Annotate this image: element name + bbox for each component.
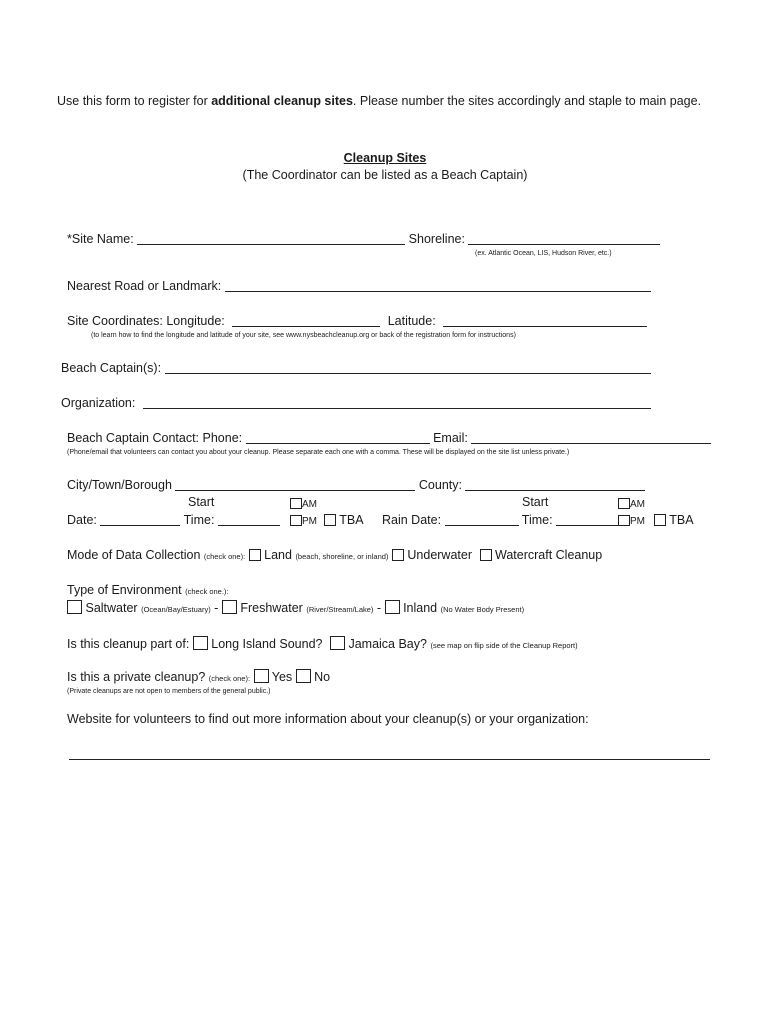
freshwater-label: Freshwater: [240, 601, 303, 615]
county-label: County:: [418, 478, 462, 492]
saltwater-checkbox[interactable]: [67, 600, 82, 614]
land-hint: (beach, shoreline, or inland): [295, 552, 389, 561]
freshwater-hint: (River/Stream/Lake): [306, 605, 374, 614]
date-field[interactable]: [100, 513, 180, 526]
inland-hint: (No Water Body Present): [440, 605, 525, 614]
shoreline-hint: (ex. Atlantic Ocean, LIS, Hudson River, etc.): [475, 250, 612, 257]
part-of-label: Is this cleanup part of:: [67, 637, 190, 651]
coordinates-row: [67, 314, 647, 328]
longitude-label: Site Coordinates: Longitude:: [67, 314, 225, 328]
am-checkbox[interactable]: [290, 498, 302, 509]
rain-start-label: Start: [522, 495, 549, 509]
land-label: Land: [264, 548, 292, 562]
inland-checkbox[interactable]: [385, 600, 400, 614]
contact-phone-field[interactable]: [246, 431, 430, 444]
beach-captain-field[interactable]: [165, 361, 651, 374]
intro-bold: additional cleanup sites: [211, 94, 353, 108]
part-of-hint: (see map on flip side of the Cleanup Report): [430, 641, 578, 650]
rain-date-label: Rain Date:: [382, 513, 442, 527]
env-separator-2: -: [376, 601, 382, 615]
rain-time-field[interactable]: [556, 513, 618, 526]
private-yes-label: Yes: [271, 670, 293, 684]
am-label: AM: [302, 499, 317, 510]
rain-tba-option[interactable]: [654, 513, 694, 527]
start-label: Start: [188, 495, 215, 509]
section-title: Cleanup Sites: [343, 151, 427, 165]
site-name-label: *Site Name:: [67, 232, 134, 246]
site-name-field[interactable]: [137, 232, 405, 245]
road-label: Nearest Road or Landmark:: [67, 279, 222, 293]
tba-checkbox[interactable]: [324, 514, 336, 526]
rain-tba-label: TBA: [669, 513, 694, 527]
environment-label: Type of Environment: [67, 583, 182, 597]
city-field[interactable]: [175, 478, 415, 491]
pm-label: PM: [302, 516, 317, 527]
intro-after: . Please number the sites accordingly and staple to main page.: [352, 94, 702, 108]
rain-am-label: AM: [630, 499, 645, 510]
beach-captain-row: [61, 361, 651, 375]
rain-tba-checkbox[interactable]: [654, 514, 666, 526]
latitude-field[interactable]: [443, 314, 647, 327]
pm-option[interactable]: [290, 513, 317, 527]
organization-label: Organization:: [61, 396, 136, 410]
contact-phone-label: Beach Captain Contact: Phone:: [67, 431, 243, 445]
organization-field[interactable]: [143, 396, 651, 409]
private-no-checkbox[interactable]: [296, 669, 311, 683]
land-checkbox[interactable]: [249, 549, 261, 561]
private-yes-checkbox[interactable]: [254, 669, 269, 683]
pm-checkbox[interactable]: [290, 515, 302, 526]
long-island-sound-label: Long Island Sound?: [211, 637, 323, 651]
shoreline-field[interactable]: [468, 232, 660, 245]
private-no-label: No: [314, 670, 331, 684]
environment-heading: [67, 583, 229, 597]
environment-options: [67, 600, 524, 615]
rain-am-checkbox[interactable]: [618, 498, 630, 509]
jamaica-bay-checkbox[interactable]: [330, 636, 345, 650]
rain-am-option[interactable]: [618, 496, 645, 510]
longitude-field[interactable]: [232, 314, 380, 327]
website-field[interactable]: [69, 747, 710, 760]
website-label: Website for volunteers to find out more information about your cleanup(s) or your organization:: [67, 712, 589, 726]
contact-email-field[interactable]: [471, 431, 711, 444]
tba-option[interactable]: [324, 513, 364, 527]
rain-time-label: Time:: [521, 513, 553, 527]
underwater-checkbox[interactable]: [392, 549, 404, 561]
date-row: [67, 513, 280, 527]
location-row: [67, 478, 645, 492]
county-field[interactable]: [465, 478, 645, 491]
contact-hint: (Phone/email that volunteers can contact you about your cleanup. Please separate each one with a comma. These will be displayed on the site list unless private.): [67, 449, 570, 456]
environment-check-hint: (check one.):: [185, 587, 229, 596]
mode-label: Mode of Data Collection: [67, 548, 201, 562]
env-separator-1: -: [214, 601, 219, 615]
coordinates-hint: (to learn how to find the longitude and latitude of your site, see www.nysbeachcleanup.org or back of the registration form for instructions): [91, 332, 516, 339]
city-label: City/Town/Borough: [67, 478, 172, 492]
watercraft-checkbox[interactable]: [480, 549, 492, 561]
rain-pm-label: PM: [630, 516, 645, 527]
intro-text: [57, 94, 701, 108]
road-field[interactable]: [225, 279, 651, 292]
private-check-hint: (check one):: [208, 674, 251, 683]
contact-row: [67, 431, 711, 445]
site-name-row: [67, 232, 660, 246]
contact-email-label: Email:: [433, 431, 468, 445]
beach-captain-label: Beach Captain(s):: [61, 361, 162, 375]
watercraft-label: Watercraft Cleanup: [494, 548, 603, 562]
saltwater-label: Saltwater: [85, 601, 138, 615]
latitude-label: Latitude:: [387, 314, 436, 328]
time-field[interactable]: [218, 513, 280, 526]
rain-date-field[interactable]: [445, 513, 519, 526]
freshwater-checkbox[interactable]: [222, 600, 237, 614]
am-option[interactable]: [290, 496, 317, 510]
private-note: (Private cleanups are not open to members of the general public.): [67, 688, 271, 695]
part-of-row: [67, 636, 578, 651]
private-label: Is this a private cleanup?: [67, 670, 206, 684]
shoreline-label: Shoreline:: [408, 232, 465, 246]
intro-before: Use this form to register for: [57, 94, 212, 108]
road-row: [67, 279, 651, 293]
private-row: [67, 669, 330, 684]
mode-row: [67, 548, 602, 562]
section-subtitle: (The Coordinator can be listed as a Beach Captain): [242, 168, 528, 182]
organization-row: [61, 396, 651, 410]
tba-label: TBA: [339, 513, 364, 527]
rain-pm-checkbox[interactable]: [618, 515, 630, 526]
inland-label: Inland: [403, 601, 438, 615]
underwater-label: Underwater: [407, 548, 473, 562]
mode-check-hint: (check one):: [203, 552, 246, 561]
long-island-sound-checkbox[interactable]: [193, 636, 208, 650]
saltwater-hint: (Ocean/Bay/Estuary): [141, 605, 211, 614]
rain-pm-option[interactable]: [618, 513, 645, 527]
time-label: Time:: [183, 513, 215, 527]
rain-date-row: [382, 513, 618, 527]
jamaica-bay-label: Jamaica Bay?: [348, 637, 427, 651]
date-label: Date:: [67, 513, 97, 527]
